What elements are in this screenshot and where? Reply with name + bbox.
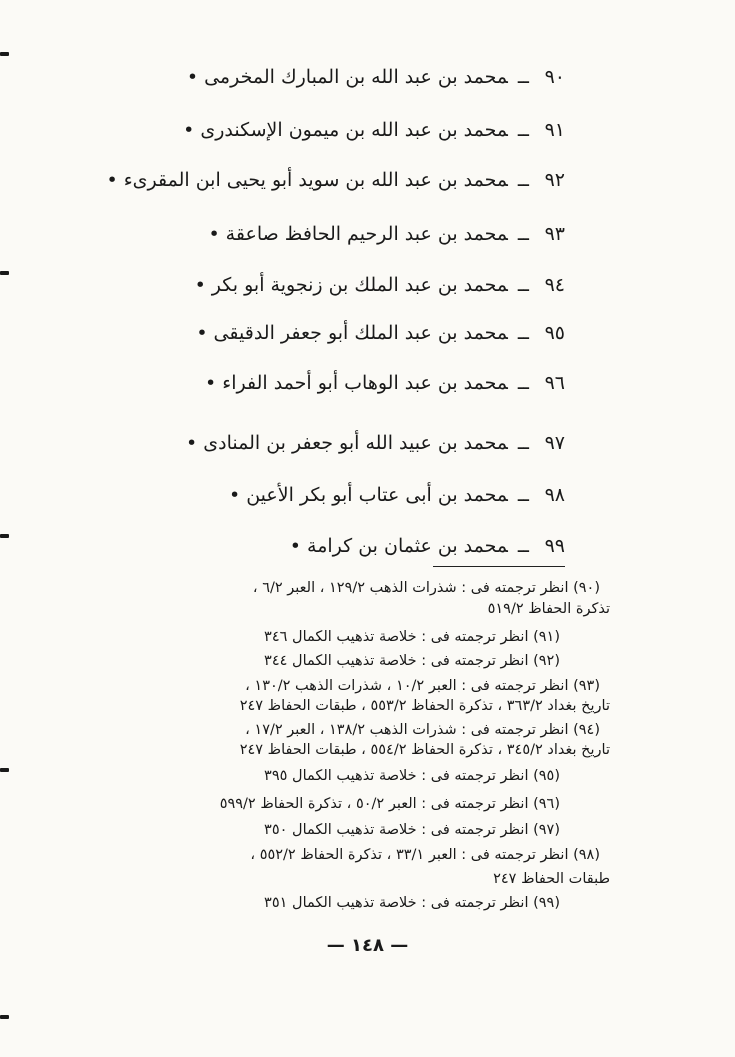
entry-number: ٩٥ [544,322,565,344]
entry-text: محمد بن عبد الملك بن زنجوية أبو بكر • [194,274,508,296]
entry-number: ٩٧ [544,432,565,454]
entry-text: محمد بن عثمان بن كرامة • [289,535,508,557]
entry-text: محمد بن عبد الرحيم الحافظ صاعقة • [208,223,508,245]
entry-text: محمد بن عبد الوهاب أبو أحمد الفراء • [205,372,508,394]
entry-number: ٩٤ [544,274,565,296]
entry-number: ٩٠ [544,66,565,88]
footnote-94-line2: تاريخ بغداد ٣٤٥/٢ ، تذكرة الحفاظ ٥٥٤/٢ ، طبقات الحفاظ ٢٤٧ [239,742,610,758]
entry-93 [208,222,565,246]
entry-number: ٩١ [544,119,565,141]
footnote-90-line1: (٩٠) انظر ترجمته فى : شذرات الذهب ١٢٩/٢ ، العبر ٦/٢ ، [252,580,600,596]
footnote-98-line1: (٩٨) انظر ترجمته فى : العبر ٣٣/١ ، تذكرة الحفاظ ٥٥٢/٢ ، [250,847,600,863]
entry-98 [229,483,565,507]
entry-dash: ــ [517,372,529,394]
entry-number: ٩٦ [544,372,565,394]
entry-dash: ــ [517,322,529,344]
scan-mark [0,1015,9,1019]
entry-dash: ــ [517,484,529,506]
footnote-93-line2: تاريخ بغداد ٣٦٣/٢ ، تذكرة الحفاظ ٥٥٣/٢ ، طبقات الحفاظ ٢٤٧ [239,698,610,714]
footnote-90-line2: تذكرة الحفاظ ٥١٩/٢ [487,601,610,617]
scan-mark [0,271,9,275]
entry-dash: ــ [517,274,529,296]
entry-text: محمد بن عبيد الله أبو جعفر بن المنادى • [186,432,508,454]
entry-96 [205,371,565,395]
scan-mark [0,52,9,56]
entry-90 [187,65,565,89]
footnote-93-line1: (٩٣) انظر ترجمته فى : العبر ١٠/٢ ، شذرات الذهب ١٣٠/٢ ، [245,678,600,694]
footnote-97: (٩٧) انظر ترجمته فى : خلاصة تذهيب الكمال ٣٥٠ [264,822,560,838]
scan-mark [0,768,9,772]
footnote-divider [433,566,565,567]
entry-number: ٩٣ [544,223,565,245]
entry-94 [195,273,565,297]
entry-97 [186,431,565,455]
entry-text: محمد بن عبد الله بن المبارك المخرمى • [186,66,508,88]
entry-dash: ــ [517,432,529,454]
footnote-98-line2: طبقات الحفاظ ٢٤٧ [493,871,610,887]
page-number: — ١٤٨ — [326,935,409,956]
scan-mark [0,534,9,538]
entry-text: محمد بن عبد الله بن سويد أبو يحيى ابن المقرىء • [106,169,508,191]
entry-99 [290,534,565,558]
footnote-92: (٩٢) انظر ترجمته فى : خلاصة تذهيب الكمال ٣٤٤ [264,653,560,669]
footnote-95: (٩٥) انظر ترجمته فى : خلاصة تذهيب الكمال ٣٩٥ [264,768,560,784]
entry-dash: ــ [517,223,529,245]
footnote-94-line1: (٩٤) انظر ترجمته فى : شذرات الذهب ١٣٨/٢ ، العبر ١٧/٢ ، [245,722,600,738]
entry-text: محمد بن عبد الله بن ميمون الإسكندرى • [183,119,508,141]
entry-95 [196,321,565,345]
entry-dash: ــ [517,119,529,141]
entry-dash: ــ [517,66,529,88]
footnote-99: (٩٩) انظر ترجمته فى : خلاصة تذهيب الكمال ٣٥١ [264,895,560,911]
entry-text: محمد بن أبى عتاب أبو بكر الأعين • [228,484,508,506]
entry-91 [183,118,565,142]
entry-dash: ــ [517,535,529,557]
entry-dash: ــ [517,169,529,191]
entry-number: ٩٢ [544,169,565,191]
entry-number: ٩٩ [544,535,565,557]
entry-92 [106,168,565,192]
footnote-91: (٩١) انظر ترجمته فى : خلاصة تذهيب الكمال ٣٤٦ [264,629,560,645]
entry-text: محمد بن عبد الملك أبو جعفر الدقيقى • [196,322,508,344]
footnote-96: (٩٦) انظر ترجمته فى : العبر ٥٠/٢ ، تذكرة الحفاظ ٥٩٩/٢ [219,796,560,812]
entry-number: ٩٨ [544,484,565,506]
